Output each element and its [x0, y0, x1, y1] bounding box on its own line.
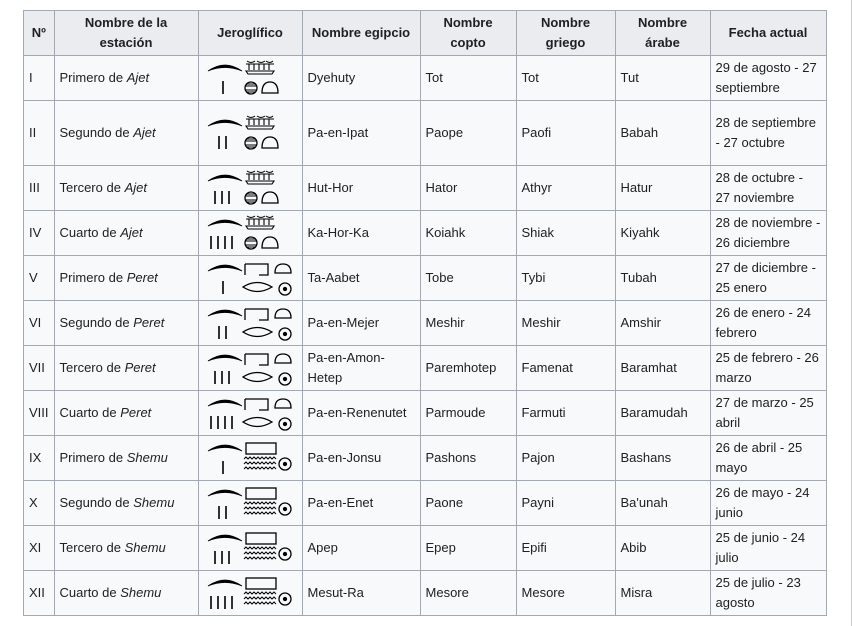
cell-num: X	[24, 481, 55, 526]
cell-hieroglyph	[198, 56, 302, 101]
cell-egyptian: Pa-en-Mejer	[302, 301, 420, 346]
cell-egyptian: Pa-en-Amon-Hetep	[302, 346, 420, 391]
cell-egyptian: Mesut-Ra	[302, 571, 420, 616]
table-row	[24, 301, 827, 346]
station-season-link: Peret	[124, 360, 156, 375]
station-season-link: Shemu	[120, 585, 162, 600]
cell-egyptian: Apep	[302, 526, 420, 571]
cell-arabic: Baramhat	[615, 346, 710, 391]
cell-egyptian: Pa-en-Ipat	[302, 101, 420, 166]
cell-station	[54, 481, 198, 526]
cell-arabic: Tubah	[615, 256, 710, 301]
station-season-link: Ajet	[124, 180, 147, 195]
cell-date: 25 de junio - 24 julio	[710, 526, 826, 571]
cell-greek: Epifi	[516, 526, 615, 571]
header-date[interactable]: Fecha actual	[710, 11, 826, 56]
cell-date: 25 de febrero - 26 marzo	[710, 346, 826, 391]
cell-num: II	[24, 101, 55, 166]
cell-num: V	[24, 256, 55, 301]
cell-greek: Paofi	[516, 101, 615, 166]
cell-station	[54, 301, 198, 346]
cell-arabic: Hatur	[615, 166, 710, 211]
table-row	[24, 346, 827, 391]
station-ordinal: Tercero de	[59, 540, 125, 555]
table-row	[24, 166, 827, 211]
header-glyph[interactable]: Jeroglífico	[198, 11, 302, 56]
table-row	[24, 256, 827, 301]
cell-num: VIII	[24, 391, 55, 436]
station-season-link: Ajet	[120, 225, 143, 240]
cell-num: XII	[24, 571, 55, 616]
cell-coptic: Paremhotep	[420, 346, 516, 391]
table-row	[24, 571, 827, 616]
cell-coptic: Paone	[420, 481, 516, 526]
cell-hieroglyph	[198, 211, 302, 256]
table-row	[24, 526, 827, 571]
cell-greek: Shiak	[516, 211, 615, 256]
cell-date: 27 de marzo - 25 abril	[710, 391, 826, 436]
station-season-link: Peret	[120, 405, 152, 420]
cell-egyptian: Ta-Aabet	[302, 256, 420, 301]
cell-egyptian: Pa-en-Enet	[302, 481, 420, 526]
cell-station	[54, 436, 198, 481]
cell-num: VII	[24, 346, 55, 391]
table-row	[24, 391, 827, 436]
cell-arabic: Ba'unah	[615, 481, 710, 526]
cell-station	[54, 256, 198, 301]
station-ordinal: Cuarto de	[59, 225, 121, 240]
cell-egyptian: Pa-en-Renenutet	[302, 391, 420, 436]
hieroglyph-shemu-icon	[205, 440, 295, 476]
table-header-row	[24, 11, 827, 56]
header-egyptian[interactable]: Nombre egipcio	[302, 11, 420, 56]
cell-arabic: Abib	[615, 526, 710, 571]
cell-coptic: Hator	[420, 166, 516, 211]
hieroglyph-akhet-icon	[205, 115, 295, 151]
cell-num: I	[24, 56, 55, 101]
station-season-link: Shemu	[124, 540, 166, 555]
cell-date: 28 de noviembre - 26 diciembre	[710, 211, 826, 256]
cell-greek: Tybi	[516, 256, 615, 301]
cell-hieroglyph	[198, 436, 302, 481]
cell-date: 28 de octubre - 27 noviembre	[710, 166, 826, 211]
header-coptic[interactable]: Nombre copto	[420, 11, 516, 56]
station-ordinal: Primero de	[59, 450, 127, 465]
cell-num: III	[24, 166, 55, 211]
hieroglyph-shemu-icon	[205, 485, 295, 521]
table-row	[24, 211, 827, 256]
cell-station	[54, 56, 198, 101]
station-ordinal: Cuarto de	[59, 585, 121, 600]
cell-hieroglyph	[198, 101, 302, 166]
cell-station	[54, 526, 198, 571]
cell-coptic: Tobe	[420, 256, 516, 301]
cell-station	[54, 571, 198, 616]
cell-arabic: Baramudah	[615, 391, 710, 436]
cell-greek: Pajon	[516, 436, 615, 481]
egyptian-months-table	[23, 10, 827, 616]
cell-num: IV	[24, 211, 55, 256]
station-ordinal: Segundo de	[59, 125, 134, 140]
cell-arabic: Amshir	[615, 301, 710, 346]
cell-num: XI	[24, 526, 55, 571]
hieroglyph-peret-icon	[205, 305, 295, 341]
cell-date: 29 de agosto - 27 septiembre	[710, 56, 826, 101]
cell-egyptian: Dyehuty	[302, 56, 420, 101]
cell-greek: Famenat	[516, 346, 615, 391]
cell-station	[54, 166, 198, 211]
station-season-link: Ajet	[133, 125, 156, 140]
station-ordinal: Tercero de	[59, 360, 125, 375]
hieroglyph-akhet-icon	[205, 215, 295, 251]
cell-hieroglyph	[198, 346, 302, 391]
cell-arabic: Bashans	[615, 436, 710, 481]
hieroglyph-shemu-icon	[205, 530, 295, 566]
station-season-link: Peret	[133, 315, 165, 330]
station-ordinal: Primero de	[59, 70, 127, 85]
cell-hieroglyph	[198, 481, 302, 526]
cell-num: VI	[24, 301, 55, 346]
cell-greek: Meshir	[516, 301, 615, 346]
header-arabic[interactable]: Nombre árabe	[615, 11, 710, 56]
hieroglyph-peret-icon	[205, 260, 295, 296]
header-greek[interactable]: Nombre griego	[516, 11, 615, 56]
cell-greek: Payni	[516, 481, 615, 526]
page-scrollbar-edge	[851, 0, 852, 626]
cell-coptic: Tot	[420, 56, 516, 101]
cell-greek: Farmuti	[516, 391, 615, 436]
table-row	[24, 481, 827, 526]
station-season-link: Shemu	[133, 495, 175, 510]
cell-num: IX	[24, 436, 55, 481]
table-row	[24, 56, 827, 101]
cell-hieroglyph	[198, 571, 302, 616]
cell-coptic: Meshir	[420, 301, 516, 346]
hieroglyph-akhet-icon	[205, 60, 295, 96]
cell-date: 26 de enero - 24 febrero	[710, 301, 826, 346]
hieroglyph-shemu-icon	[205, 575, 295, 611]
cell-egyptian: Ka-Hor-Ka	[302, 211, 420, 256]
station-ordinal: Cuarto de	[59, 405, 121, 420]
cell-greek: Tot	[516, 56, 615, 101]
hieroglyph-peret-icon	[205, 350, 295, 386]
table-row	[24, 101, 827, 166]
station-ordinal: Primero de	[59, 270, 127, 285]
header-station[interactable]: Nombre de la estación	[54, 11, 198, 56]
cell-station	[54, 101, 198, 166]
cell-coptic: Pashons	[420, 436, 516, 481]
cell-station	[54, 211, 198, 256]
cell-station	[54, 346, 198, 391]
cell-hieroglyph	[198, 391, 302, 436]
cell-date: 26 de abril - 25 mayo	[710, 436, 826, 481]
cell-coptic: Mesore	[420, 571, 516, 616]
cell-coptic: Paope	[420, 101, 516, 166]
cell-date: 27 de diciembre - 25 enero	[710, 256, 826, 301]
cell-hieroglyph	[198, 166, 302, 211]
station-season-link: Peret	[126, 270, 158, 285]
cell-date: 26 de mayo - 24 junio	[710, 481, 826, 526]
cell-arabic: Tut	[615, 56, 710, 101]
station-season-link: Shemu	[126, 450, 168, 465]
cell-arabic: Kiyahk	[615, 211, 710, 256]
cell-hieroglyph	[198, 301, 302, 346]
cell-coptic: Parmoude	[420, 391, 516, 436]
cell-greek: Athyr	[516, 166, 615, 211]
cell-hieroglyph	[198, 256, 302, 301]
cell-hieroglyph	[198, 526, 302, 571]
cell-greek: Mesore	[516, 571, 615, 616]
cell-date: 25 de julio - 23 agosto	[710, 571, 826, 616]
cell-egyptian: Hut-Hor	[302, 166, 420, 211]
cell-arabic: Misra	[615, 571, 710, 616]
hieroglyph-akhet-icon	[205, 170, 295, 206]
table-row	[24, 436, 827, 481]
cell-station	[54, 391, 198, 436]
cell-date: 28 de septiembre - 27 octubre	[710, 101, 826, 166]
header-num[interactable]: Nº	[24, 11, 55, 56]
hieroglyph-peret-icon	[205, 395, 295, 431]
cell-arabic: Babah	[615, 101, 710, 166]
station-ordinal: Segundo de	[59, 315, 134, 330]
cell-coptic: Koiahk	[420, 211, 516, 256]
cell-coptic: Epep	[420, 526, 516, 571]
station-season-link: Ajet	[126, 70, 150, 85]
cell-egyptian: Pa-en-Jonsu	[302, 436, 420, 481]
station-ordinal: Segundo de	[59, 495, 134, 510]
station-ordinal: Tercero de	[59, 180, 125, 195]
